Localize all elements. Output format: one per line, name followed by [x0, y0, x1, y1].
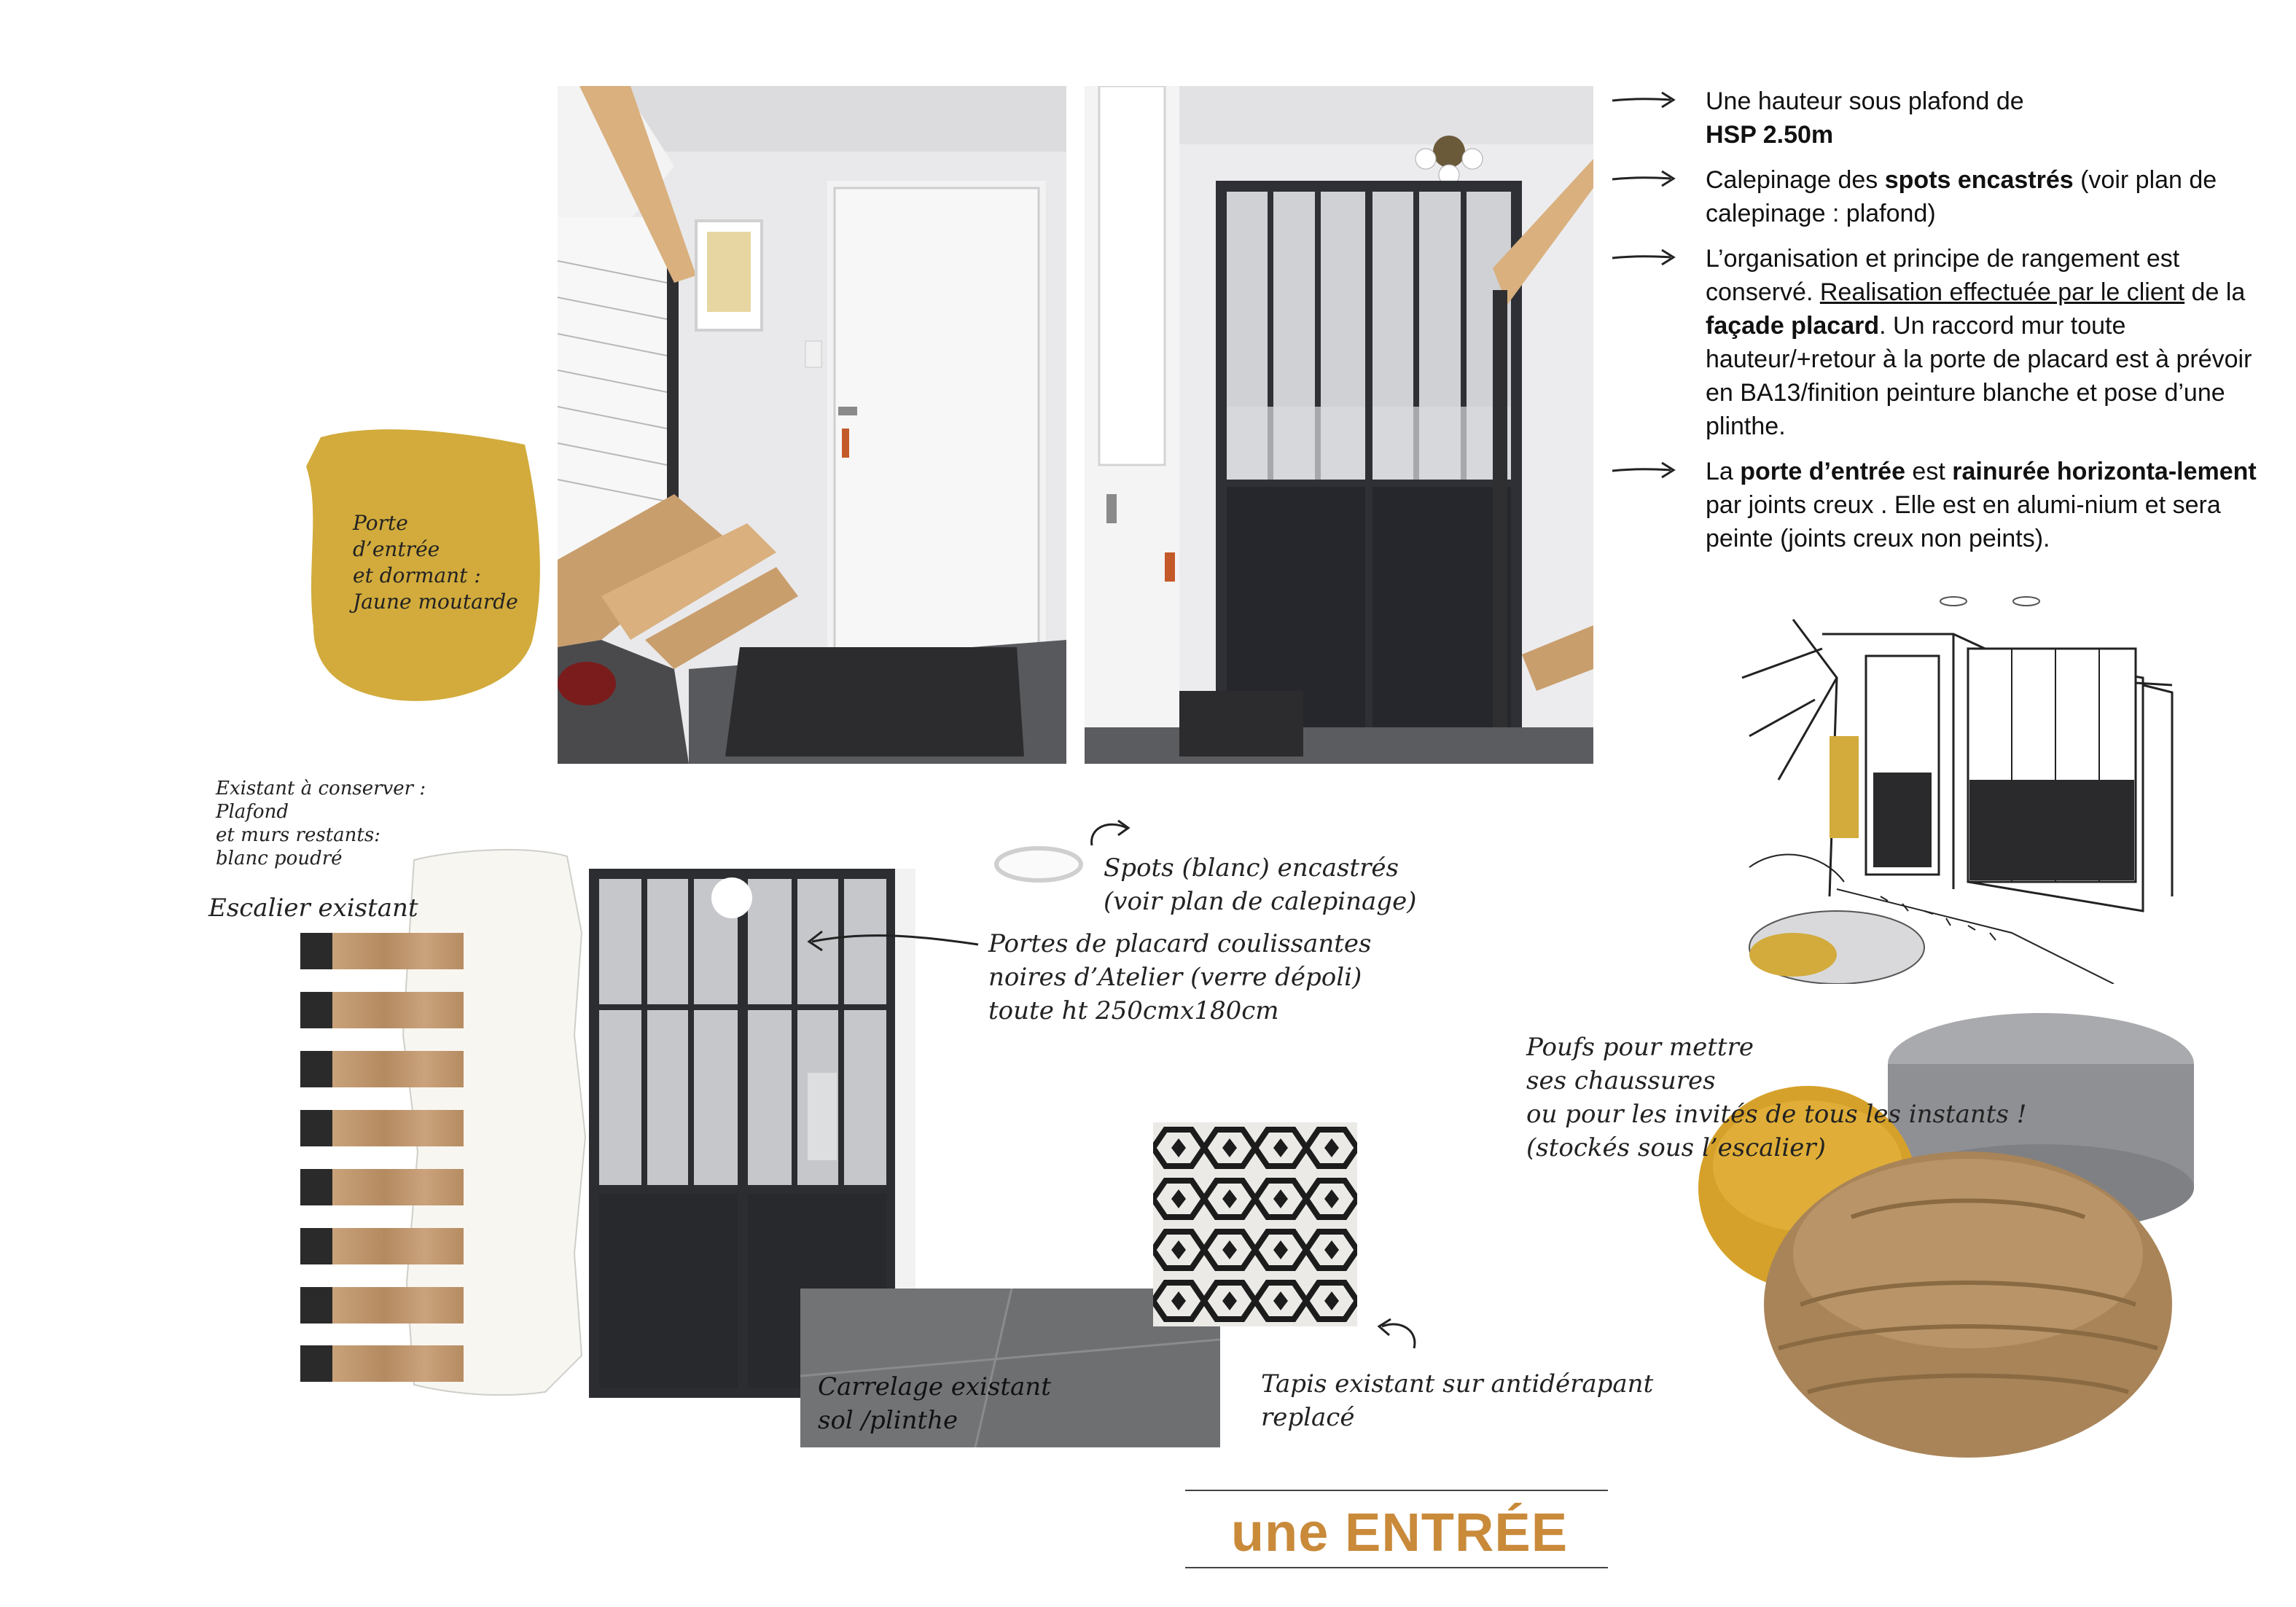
title-rule-bottom: [1185, 1567, 1608, 1568]
closet-photo-illustration: [1085, 86, 1593, 764]
note-rangement-text-4: façade placard: [1706, 312, 1880, 340]
existant-label: [216, 777, 426, 870]
curved-arrow-icon: [1370, 1316, 1421, 1353]
portes-placard-label: [988, 927, 1371, 1028]
escalier-label: Escalier existant: [208, 894, 418, 923]
porte-entree-line-1: Porte: [353, 511, 408, 535]
portes-placard-line-2: noires d’Atelier (verre dépoli): [988, 963, 1362, 992]
arrow-right-icon: [1611, 459, 1678, 481]
rug-pattern: [1153, 1122, 1357, 1326]
stair-tread: [332, 1345, 464, 1382]
note-porte-text-4: rainurée horizonta-lement: [1952, 458, 2257, 485]
note-spots-text-3: (voir plan de calepinage : plafond): [1706, 166, 2217, 227]
rug-swatch: [1153, 1122, 1357, 1326]
stair-riser: [300, 1169, 332, 1205]
portes-placard-line-3: toute ht 250cmx180cm: [988, 996, 1279, 1025]
stair-riser: [300, 1345, 332, 1382]
stair-riser: [300, 1287, 332, 1323]
title-rule-top: [1185, 1490, 1608, 1491]
portes-placard-line-1: Portes de placard coulissantes: [988, 929, 1372, 958]
stair-tread: [332, 992, 464, 1028]
note-hsp-line2: HSP 2.50m: [1706, 121, 1834, 149]
note-rangement: [1706, 242, 2260, 443]
note-porte-text-2: porte d’entrée: [1740, 458, 1905, 485]
poufs-line-2: ses chaussures: [1526, 1066, 1716, 1095]
page-title: une ENTRÉE: [1230, 1502, 1569, 1563]
carrelage-line-1: Carrelage existant: [818, 1372, 1051, 1401]
note-spots: [1706, 163, 2260, 230]
tapis-line-1: Tapis existant sur antidérapant: [1261, 1369, 1654, 1399]
porte-entree-line-2: d’entrée: [353, 537, 440, 561]
arrow-right-icon: [1611, 89, 1678, 111]
note-hsp-line1: Une hauteur sous plafond de: [1706, 87, 2024, 115]
stair-step: [300, 1051, 464, 1087]
porte-entree-label: [353, 510, 518, 615]
note-porte: [1706, 455, 2260, 555]
stair-tread: [332, 1051, 464, 1087]
note-spots-text-2: spots encastrés: [1884, 166, 2074, 194]
note-porte-text-1: La: [1706, 458, 1741, 485]
stair-tread: [332, 1169, 464, 1205]
existant-line-2: Plafond: [216, 801, 289, 823]
spots-line-1: Spots (blanc) encastrés: [1104, 853, 1399, 883]
stair-riser: [300, 933, 332, 969]
spot-ring-icon: [991, 842, 1086, 886]
poufs-label: [1526, 1031, 2026, 1165]
note-porte-text-3: est: [1905, 458, 1953, 485]
stair-step: [300, 992, 464, 1028]
stair-step: [300, 1228, 464, 1264]
notes-list: [1706, 85, 2260, 567]
spots-line-2: (voir plan de calepinage): [1104, 887, 1417, 916]
note-rangement-text-2: Realisation effectuée par le client: [1819, 278, 2185, 306]
stair-tread: [332, 1287, 464, 1323]
carrelage-line-2: sol /plinthe: [818, 1406, 958, 1435]
closet-sketch-drawing: [1735, 590, 2187, 984]
note-hsp: [1706, 85, 2260, 152]
stair-riser: [300, 1110, 332, 1146]
note-rangement-text-5: . Un raccord mur toute hauteur/+retour à la porte de placard est à prévoir en BA13/finition peinture blanche et pose d’une plinthe.: [1706, 312, 2252, 440]
curved-arrow-icon: [796, 923, 985, 959]
spots-label: [1104, 851, 1416, 918]
photo-entrance-staircase: [558, 86, 1066, 764]
stair-step: [300, 1287, 464, 1323]
note-rangement-text-1: L’organisation et principe de rangement est conservé.: [1706, 245, 2180, 306]
stair-step: [300, 1345, 464, 1382]
existant-line-3: et murs restants:: [216, 824, 380, 846]
arrow-right-icon: [1611, 168, 1678, 189]
porte-entree-line-3: et dormant :: [353, 563, 481, 587]
stair-tread: [332, 933, 464, 969]
poufs-line-3: ou pour les invités de tous les instants !: [1526, 1100, 2027, 1129]
tapis-label: [1261, 1367, 1653, 1434]
note-spots-text-1: Calepinage des: [1706, 166, 1885, 194]
note-porte-text-5: par joints creux . Elle est en alumi-nium et sera peinte (joints creux non peints).: [1706, 491, 2221, 552]
poufs-line-4: (stockés sous l’escalier): [1526, 1133, 1826, 1162]
tapis-line-2: replacé: [1261, 1403, 1355, 1432]
stair-riser: [300, 1228, 332, 1264]
existant-line-1: Existant à conserver :: [216, 778, 426, 799]
closet-sketch: [1735, 590, 2187, 984]
stair-riser: [300, 1051, 332, 1087]
stair-riser: [300, 992, 332, 1028]
photo-closet-doors: [1085, 86, 1593, 764]
note-rangement-text-3: de la: [2184, 278, 2246, 306]
stair-step: [300, 1169, 464, 1205]
curved-arrow-icon: [1086, 816, 1137, 853]
poufs-line-1: Poufs pour mettre: [1526, 1033, 1754, 1062]
stair-step: [300, 933, 464, 969]
stair-tread: [332, 1110, 464, 1146]
stair-step: [300, 1110, 464, 1146]
carrelage-label: [818, 1370, 1051, 1437]
stair-tread: [332, 1228, 464, 1264]
existant-line-4: blanc poudré: [216, 848, 343, 869]
arrow-right-icon: [1611, 246, 1678, 268]
porte-entree-line-4: Jaune moutarde: [353, 590, 518, 614]
entrance-photo-illustration: [558, 86, 1066, 764]
